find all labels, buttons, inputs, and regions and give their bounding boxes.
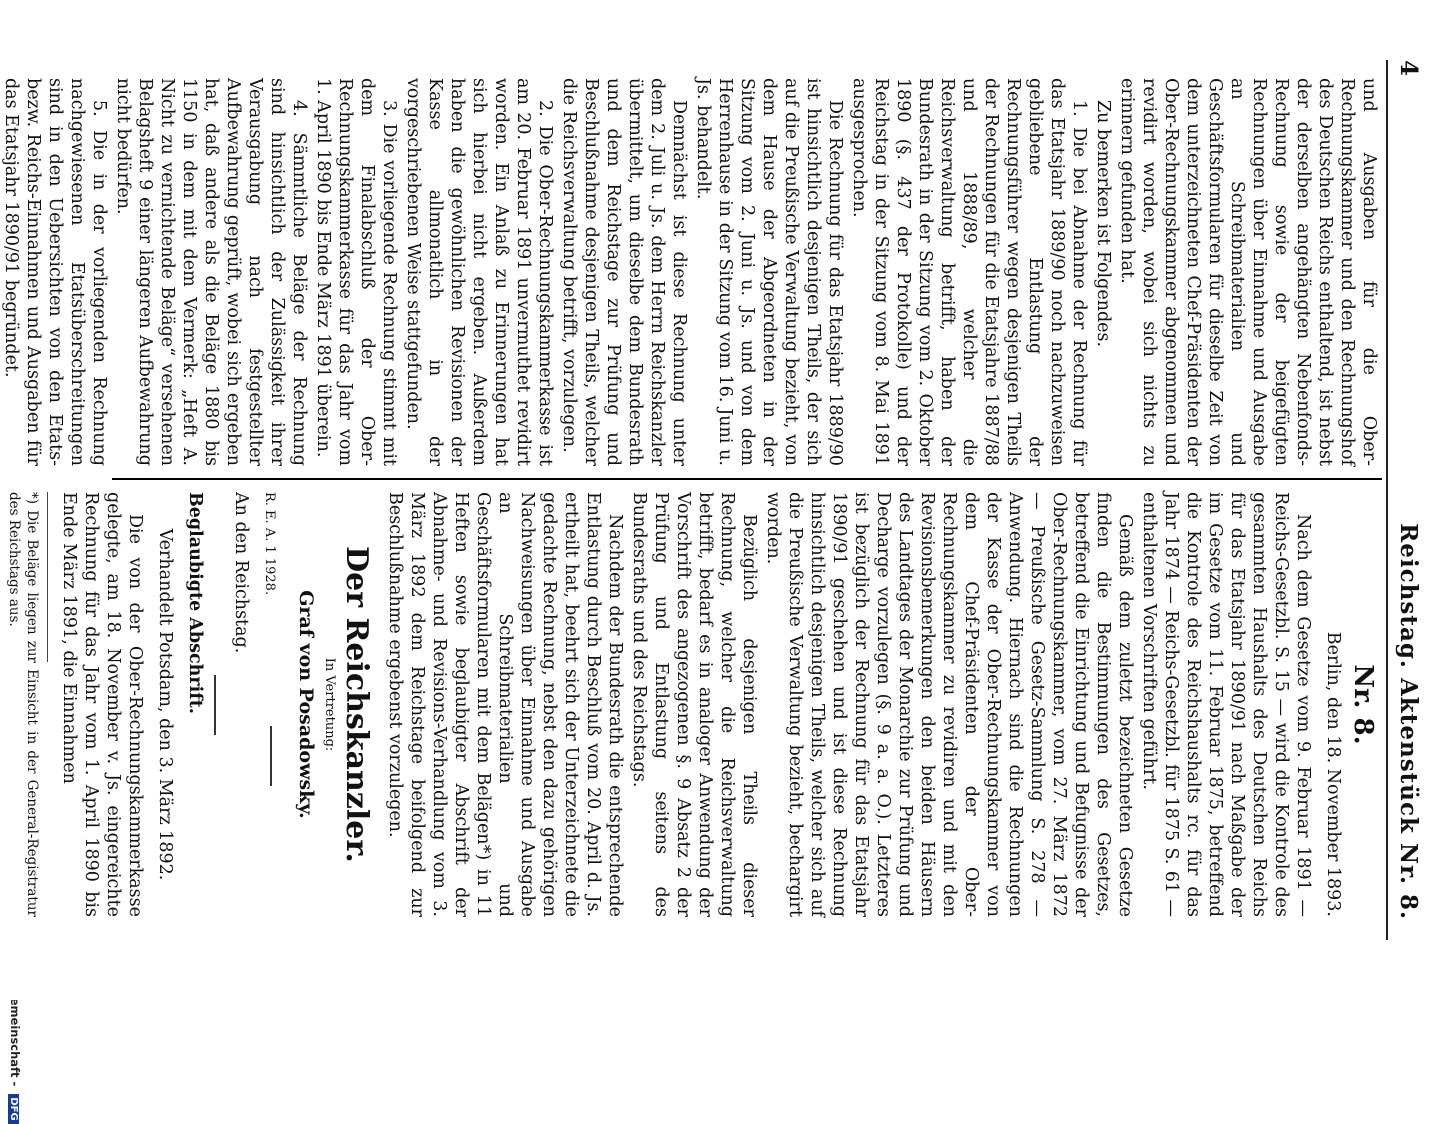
- right-para-1: Nach dem Gesetze vom 9. Februar 1891 — Reichs-Gesetzbl. S. 15 — wird die Kontrole des gesammten Haushalts des Deutschen Reichs für das Etatsjahr 1890/91 nach Maßgabe der im Gesetze vom 11. Februar 1875, betreffend die Kontrole des Reichshaushalts rc. für das Jahr 1874 — Reichs-Gesetzbl. für 1875 S. 61 — enthaltenen Vorschriften geführt.: [1139, 492, 1313, 917]
- reference-number: R. E. A. 1 1928.: [262, 492, 277, 596]
- addressee: An den Reichstag.: [231, 492, 251, 654]
- footnote-rule: [48, 492, 49, 662]
- right-para-2: Gemäß dem zuletzt bezeichneten Gesetze finden die Bestimmungen des Gesetzes, betreffend die Einrichtung und Befugnisse der Ober-Rechnungskammer, vom 27. März 1872 — Preußische Gesetz-Sammlung S. 278 — Anwendung. Hiernach sind die Rechnungen der Kasse der Ober-Rechnungskammer von dem Chef-Präsidenten der Ober-Rechnungskammer zu revidiren und mit den Revisionsbemerkungen den beiden Häusern des Landtages der Monarchie zur Prüfung und Decharge vorzulegen (§. 9 a. a. O.). Letzteres ist bezüglich der Rechnung für das Etatsjahr 1890/91 geschehen und ist diese Rechnung hinsichtlich desjenigen Theils, welcher sich auf die Preußische Verwaltung bezieht, bechargirt worden.: [763, 492, 1135, 917]
- header-rule: [1386, 60, 1388, 940]
- left-para-3: 1. Die bei Abnahme der Rechnung für das Etatsjahr 1889/90 noch nachzuweisen gebliebene Entlastung der Rechnungsführer wegen desjenigen Theils der Rechnungen für die Etatsjahre 1887/88 und 1888/89, welcher die Reichsverwaltung betrifft, haben der Bundesrath in der Sitzung vom 2. Oktober 1890 (§. 437 der Protokolle) und der Reichstag in der Sitzung vom 8. Mai 1891 ausgesprochen.: [849, 78, 1089, 466]
- document-number: Nr. 8.: [1348, 664, 1378, 745]
- short-rule-1: [271, 726, 273, 786]
- left-para-6: 2. Die Ober-Rechnungskammerkasse ist am 20. Februar 1891 unvermuthet revidirt worden. Ein Anlaß zu Erinnerungen hat sich hierbei nicht ergeben. Außerdem haben die gewöhnlichen Revisionen der Kasse allmonatlich in der vorgeschriebenen Weise stattgefunden.: [403, 78, 555, 466]
- right-column: [6, 492, 1381, 917]
- left-para-5: Demnächst ist diese Rechnung unter dem 2. Juli u. Js. dem Herrn Reichskanzler übermittelt, um dieselbe dem Bundesrath und dem Reichstage zur Prüfung und Beschlußnahme desjenigen Theils, welcher die Reichsverwaltung betrifft, vorzulegen.: [559, 78, 689, 466]
- dateline: Berlin, den 18. November 1893.: [1323, 631, 1343, 917]
- column-divider: [112, 478, 1382, 480]
- left-para-8: 4. Sämmtliche Beläge der Rechnung sind hinsichtlich der Zulässigkeit ihrer Verausgabung nach festgestellter Aufbewahrung geprüft, wobei sich ergeben hat, daß andere als die Beläge 1880 bis 1150 in dem mit dem Vermerk: „Heft A. Nicht zu vernichtende Beläge“ versehenen Belagsheft 9 einer längeren Aufbewahrung nicht bedürfen.: [113, 78, 309, 466]
- footnote: *) Die Beläge liegen zur Einsicht in der General-Registratur des Reichstags aus.: [6, 492, 41, 917]
- short-rule-2: [215, 675, 217, 735]
- chancellor-title: Der Reichskanzler.: [339, 546, 374, 863]
- dfg-logo: DFG: [8, 1094, 19, 1123]
- copy-label: Beglaubigte Abschrift.: [185, 492, 206, 714]
- right-para-3: Bezüglich desjenigen Theils dieser Rechnung, welcher die Reichsverwaltung betrifft, bedarf es in analoger Anwendung der Vorschrift des angezogenen §. 9 Absatz 2 der Prüfung und Entlastung seitens des Bundesraths und des Reichstags.: [629, 492, 759, 917]
- verhandelt-line: Verhandelt Potsdam, den 3. März 1892.: [155, 528, 176, 881]
- left-para-9: 5. Die in der vorliegenden Rechnung nachgewiesenen Etatsüberschreitungen sind in den Uebersichten von den Etats- bezw. Reichs-Einnahmen und Ausgaben für das Etatsjahr 1890/91 begründet.: [1, 78, 109, 466]
- left-column: [0, 78, 1380, 466]
- running-title: Reichstag. Aktenstück Nr. 8.: [1395, 523, 1422, 920]
- chancellor-sub: In Vertretung:: [322, 657, 337, 752]
- left-para-1: und Ausgaben für die Ober-Rechnungskammer und den Rechnungshof des Deutschen Reichs enthaltend, ist nebst der derselben angehängten Nebenfonds-Rechnung sowie der beigefügten Rechnungen über Einnahme und Ausgabe an Schreibmaterialien und Geschäftsformularen für dieselbe Zeit von dem unterzeichneten Chef-Präsidenten der Ober-Rechnungskammer abgenommen und revidirt worden, wobei sich nichts zu erinnern gefunden hat.: [1117, 78, 1379, 466]
- page-number: 4: [1395, 60, 1422, 77]
- left-para-4: Die Rechnung für das Etatsjahr 1889/90 ist hinsichtlich desjenigen Theils, der sich auf die Preußische Verwaltung bezieht, von dem Hause der Abgeordneten in der Sitzung vom 2. Juni u. Js. und von dem Herrenhause in der Sitzung vom 16. Juni u. Js. behandelt.: [693, 78, 845, 466]
- reference-row: [260, 492, 278, 917]
- left-para-2: Zu bemerken ist Folgendes.: [1093, 100, 1113, 348]
- chancellor-signature: Graf von Posadowsky.: [295, 590, 317, 819]
- right-closing-para: Die von der Ober-Rechnungskammerkasse gelegte, am 18. November v. Js. eingereichte Rechnung für das Jahr vom 1. April 1890 bis Ende März 1891, die Einnahmen: [59, 492, 146, 917]
- left-para-7: 3. Die vorliegende Rechnung stimmt mit dem Finalabschluß der Ober-Rechnungskammerkasse für das Jahr vom 1. April 1890 bis Ende März 1891 überein.: [313, 78, 399, 466]
- right-para-4: Nachdem der Bundesrath die entsprechende Entlastung durch Beschluß vom 20. April d. Js. ertheilt hat, beehrt sich der Unterzeichnete die gedachte Rechnung, nebst den dazu gehörigen Nachweisungen über Einnahme und Ausgabe an Schreibmaterialien und Geschäftsformularen mit dem Belägen*) in 11 Heften sowie beglaubigter Abschrift der Abnahme- und Revisions-Verhandlung vom 3. März 1892 dem Reichstage beifolgend zur Beschlußnahme ergebenst vorzulegen.: [385, 492, 625, 917]
